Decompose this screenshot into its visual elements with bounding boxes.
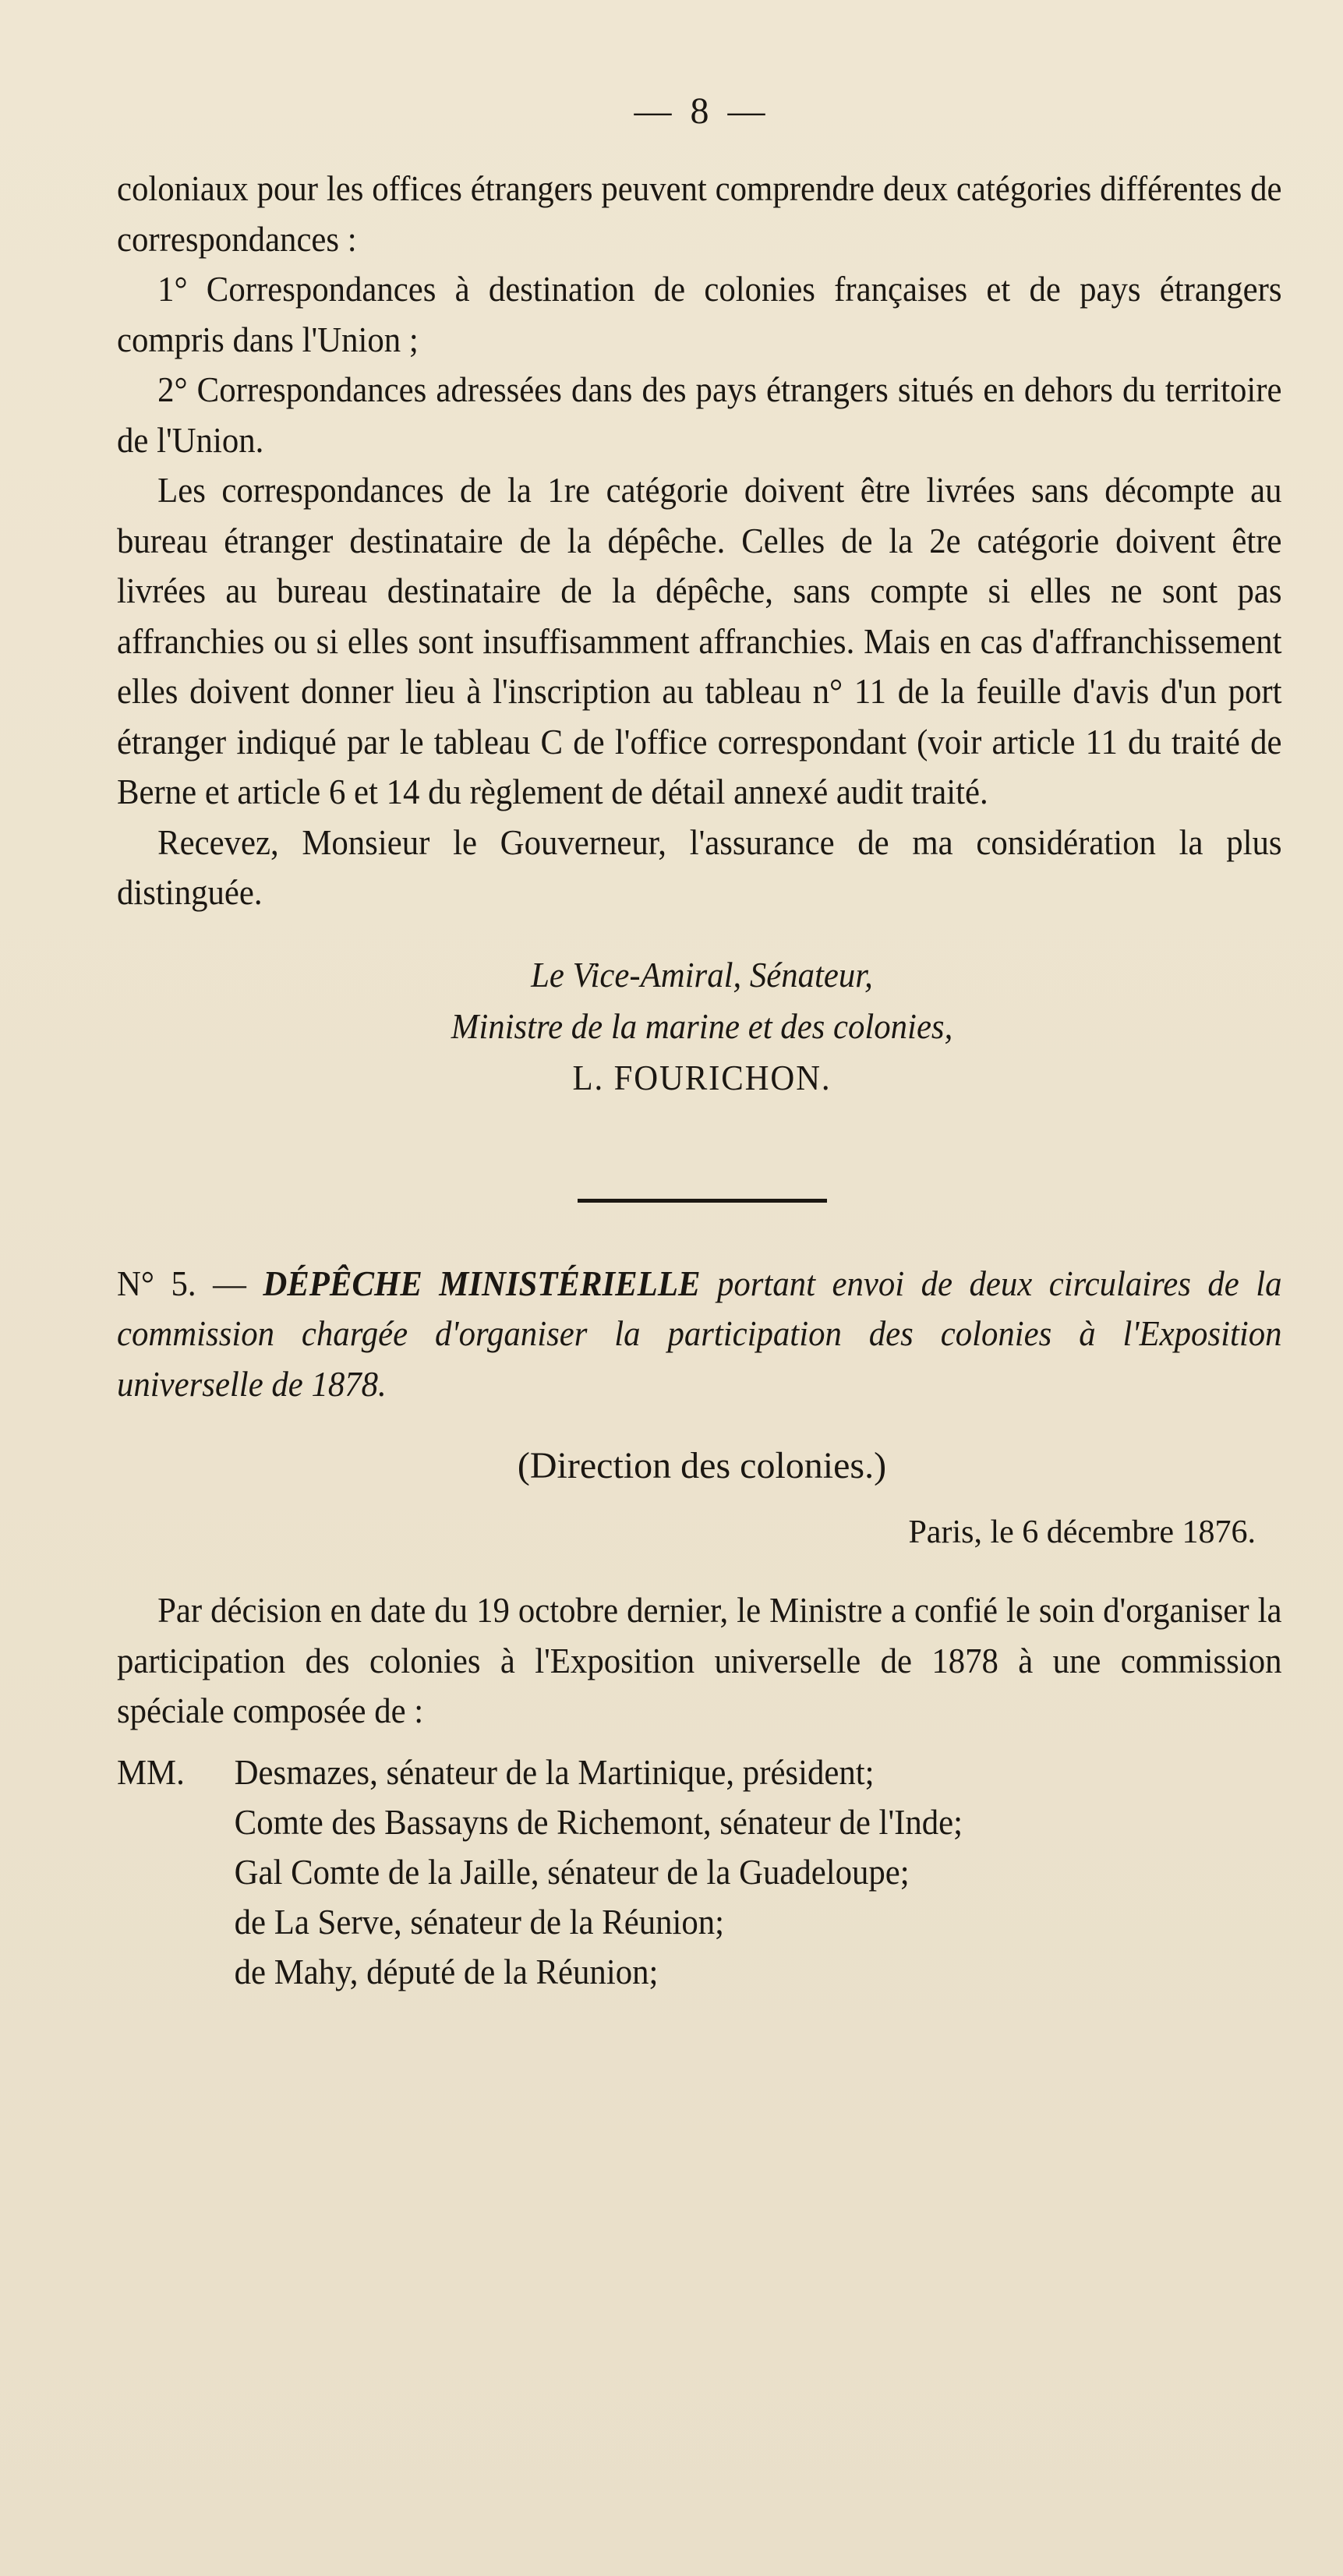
signature-title: Le Vice-Amiral, Sénateur,: [531, 954, 873, 995]
section-divider: [578, 1199, 827, 1203]
letter-item-1: 1° Correspondances à destination de colonies françaises et de pays étrangers compris dans l'Union ;: [117, 269, 1282, 359]
commission-members: [117, 1747, 1287, 1997]
dispatch-heading: [117, 1259, 1282, 1410]
letter-item-2: 2° Correspondances adressées dans des pays étrangers situés en dehors du territoire de l'Union.: [117, 369, 1282, 460]
letter-paragraph-body: Les correspondances de la 1re catégorie doivent être livrées sans décompte au bureau étranger destinataire de la dépêche. Celles de la 2e catégorie doivent être livrées au bureau destinataire de la dépêche, sans compte si elles ne sont pas affranchies ou si elles sont insuffisamment affranchies. Mais en cas d'affranchissement elles doivent donner lieu à l'inscription au tableau n° 11 de la feuille d'avis d'un port étranger indiqué par le tableau C de l'office correspondant (voir article 11 du traité de Berne et article 6 et 14 du règlement de détail annexé audit traité.: [117, 470, 1282, 811]
letter-paragraph-intro: coloniaux pour les offices étrangers peuvent comprendre deux catégories différentes de correspondances :: [117, 168, 1282, 259]
members-prefix: MM.: [117, 1751, 185, 1792]
member-item: Comte des Bassayns de Richemont, sénateur de l'Inde;: [234, 1801, 963, 1842]
member-item: de La Serve, sénateur de la Réunion;: [234, 1901, 725, 1942]
dispatch-title: DÉPÊCHE MINISTÉRIELLE: [263, 1263, 701, 1303]
dispatch-subject: portant envoi de deux circulaires de la commission chargée d'organiser la participation des colonies à l'Exposition universelle de 1878.: [117, 1263, 1282, 1404]
page-number: — 8 —: [634, 90, 770, 132]
member-name: Desmazes, sénateur de la Martinique, président;: [234, 1751, 875, 1792]
signature-name: L. FOURICHON.: [572, 1057, 832, 1097]
dispatch-direction: (Direction des colonies.): [517, 1445, 887, 1486]
member-item: [117, 1747, 1205, 1797]
member-item: Gal Comte de la Jaille, sénateur de la Guadeloupe;: [234, 1851, 910, 1892]
dispatch-number: N° 5. —: [117, 1263, 263, 1303]
dispatch-dateline: Paris, le 6 décembre 1876.: [908, 1514, 1256, 1550]
signature-office: Ministre de la marine et des colonies,: [451, 1005, 953, 1046]
dispatch-body: Par décision en date du 19 octobre dernier, le Ministre a confié le soin d'organiser la participation des colonies à l'Exposition universelle de 1878 à une commission spéciale composée de :: [117, 1590, 1282, 1730]
letter-closing: Recevez, Monsieur le Gouverneur, l'assurance de ma considération la plus distinguée.: [117, 822, 1282, 912]
member-item: de Mahy, député de la Réunion;: [234, 1951, 659, 1991]
